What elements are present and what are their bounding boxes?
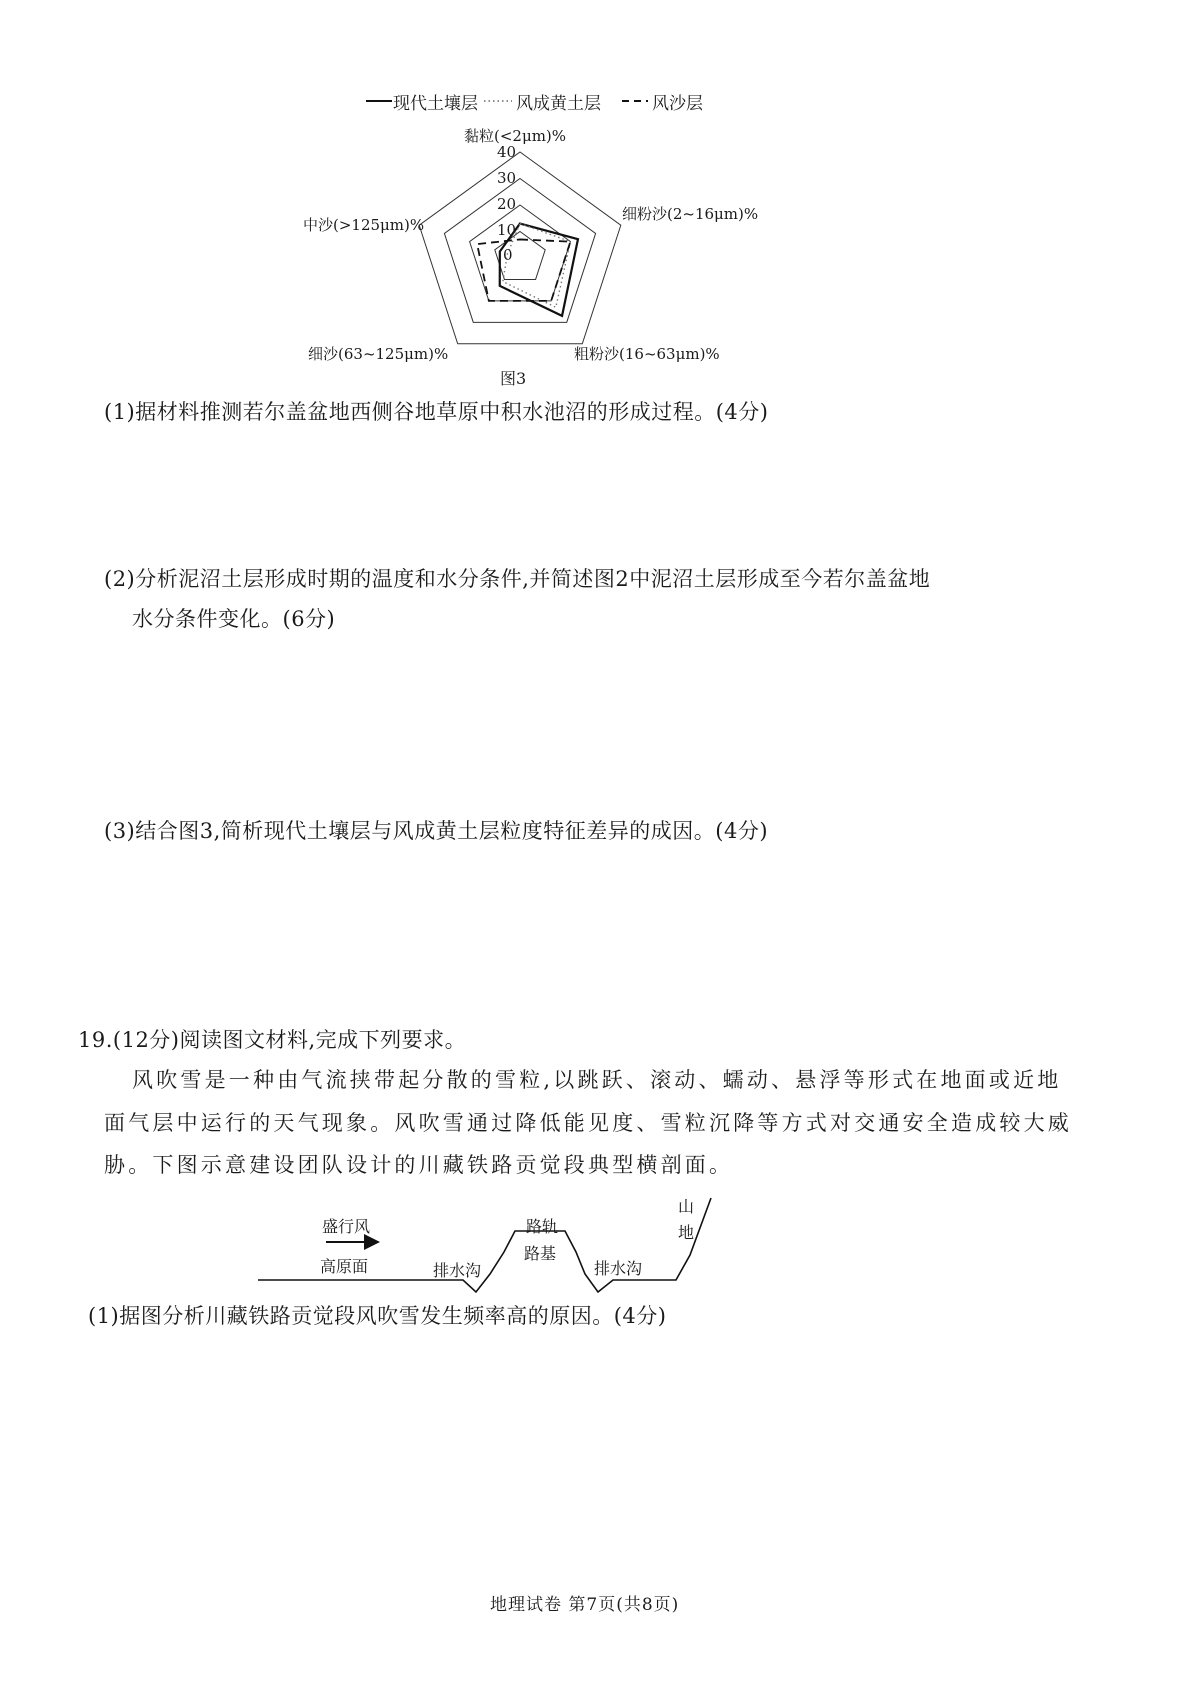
label-prevailing-wind: 盛行风 [322, 1217, 371, 1236]
tick-label-40: 40 [497, 143, 517, 161]
axis-label-fine-sand: 细沙(63~125μm)% [308, 345, 449, 363]
material-paragraph-line-3: 胁。下图示意建设团队设计的川藏铁路贡觉段典型横剖面。 [104, 1153, 734, 1177]
label-plateau-surface: 高原面 [320, 1257, 369, 1276]
question-18-2-line-1: (2)分析泥沼土层形成时期的温度和水分条件,并简述图2中泥沼土层形成至今若尔盖盆地 [104, 567, 931, 591]
figure-caption: 图3 [500, 369, 527, 388]
label-roadbed: 路基 [524, 1244, 557, 1263]
legend-label-loess: 风成黄土层 [516, 94, 601, 114]
axis-label-fine-silt: 细粉沙(2~16μm)% [622, 205, 759, 223]
label-drain-ditch-left: 排水沟 [433, 1261, 482, 1280]
question-18-3: (3)结合图3,简析现代土壤层与风成黄土层粒度特征差异的成因。(4分) [104, 819, 769, 843]
question-18-1: (1)据材料推测若尔盖盆地西侧谷地草原中积水池沼的形成过程。(4分) [104, 400, 769, 424]
figure-3 [0, 0, 1200, 420]
tick-label-0: 0 [503, 246, 513, 264]
page-footer: 地理试卷 第7页(共8页) [490, 1595, 680, 1615]
question-19-header: 19.(12分)阅读图文材料,完成下列要求。 [78, 1028, 467, 1052]
question-19-1: (1)据图分析川藏铁路贡觉段风吹雪发生频率高的原因。(4分) [88, 1304, 667, 1328]
question-18-2-line-2: 水分条件变化。(6分) [132, 607, 336, 631]
cross-section-diagram [0, 1180, 1200, 1300]
axis-label-clay: 黏粒(<2μm)% [464, 127, 567, 145]
label-mountain-2: 地 [678, 1223, 695, 1242]
terrain-profile [258, 1198, 711, 1292]
material-paragraph-line-1: 风吹雪是一种由气流挟带起分散的雪粒,以跳跃、滚动、蠕动、悬浮等形式在地面或近地 [132, 1068, 1062, 1092]
axis-label-coarse-silt: 粗粉沙(16~63μm)% [574, 345, 720, 363]
series-polygon-dashed [477, 239, 570, 300]
tick-label-10: 10 [497, 221, 517, 239]
material-paragraph-line-2: 面气层中运行的天气现象。风吹雪通过降低能见度、雪粒沉降等方式对交通安全造成较大威 [104, 1111, 1072, 1135]
legend-label-modern-soil: 现代土壤层 [393, 94, 478, 114]
label-drain-ditch-right: 排水沟 [594, 1259, 643, 1278]
axis-label-medium-sand: 中沙(>125μm)% [303, 216, 425, 234]
label-mountain-1: 山 [678, 1197, 695, 1216]
tick-label-20: 20 [497, 195, 517, 213]
tick-label-30: 30 [497, 169, 517, 187]
cross-section-lines [0, 1180, 1200, 1300]
label-rail: 路轨 [526, 1217, 559, 1236]
legend-label-aeolian-sand: 风沙层 [652, 94, 703, 114]
